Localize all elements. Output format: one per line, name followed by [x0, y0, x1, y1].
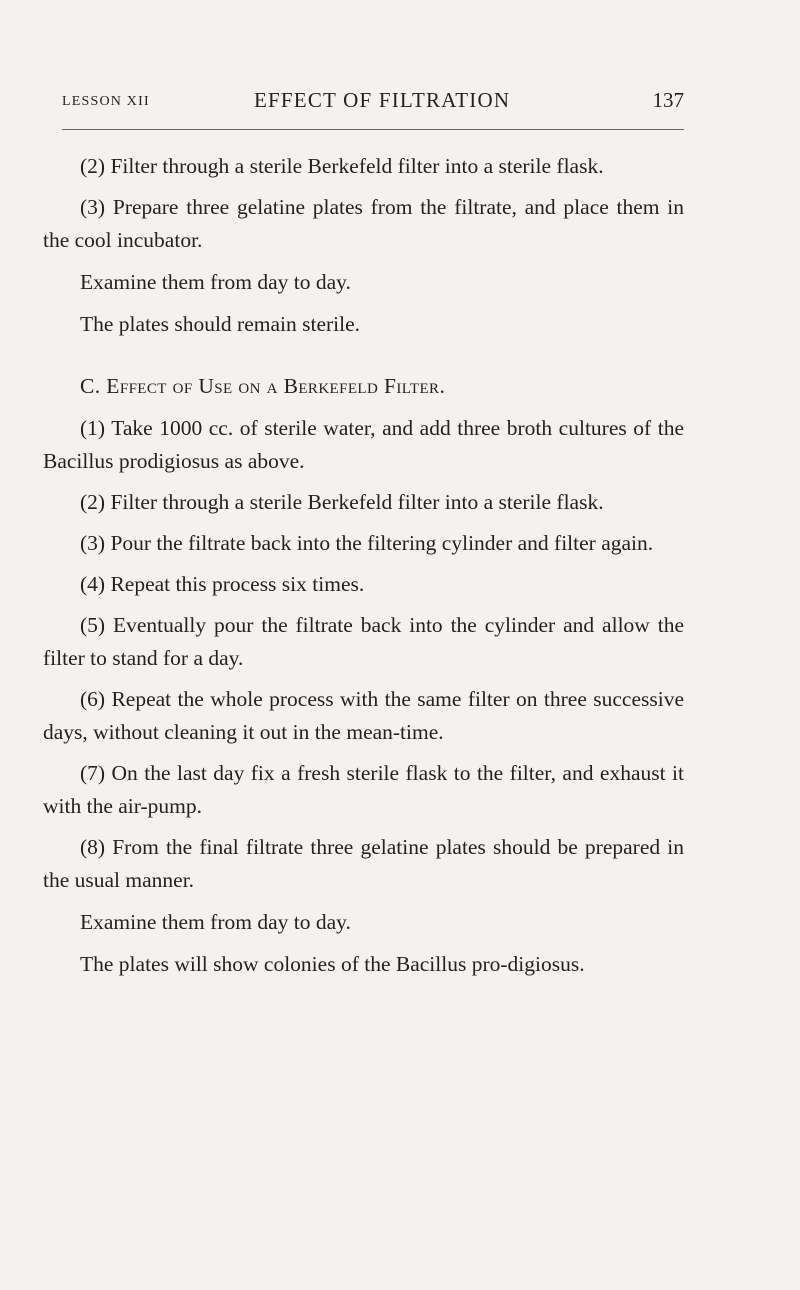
paragraph-step-3: (3) Prepare three gelatine plates from the filtrate, and place them in the cool incubator.: [43, 195, 684, 252]
running-header: [62, 88, 684, 122]
paragraph-step-2: (2) Filter through a sterile Berkefeld filter into a sterile flask.: [80, 154, 604, 178]
paragraph-examine-2: Examine them from day to day.: [80, 910, 351, 934]
section-heading: C. Effect of Use on a Berkefeld Filter.: [80, 374, 446, 398]
header-rule: [62, 129, 684, 130]
paragraph-step-4: (4) Repeat this process six times.: [80, 572, 365, 596]
paragraph-step-2b: (2) Filter through a sterile Berkefeld filter into a sterile flask.: [80, 490, 604, 514]
paragraph-step-1: (1) Take 1000 cc. of sterile water, and add three broth cultures of the Bacillus prodigiosus as above.: [43, 416, 684, 473]
paragraph-step-6: (6) Repeat the whole process with the same filter on three successive days, without cleaning it out in the mean-time.: [43, 687, 684, 744]
paragraph-final-result: The plates will show colonies of the Bacillus pro-digiosus.: [80, 952, 585, 976]
page-number: 137: [652, 88, 684, 112]
page-body: [43, 150, 684, 981]
paragraph-examine: Examine them from day to day.: [80, 270, 351, 294]
lesson-label: LESSON XII: [62, 94, 150, 109]
running-title: EFFECT OF FILTRATION: [254, 88, 511, 112]
paragraph-step-3b: (3) Pour the filtrate back into the filtering cylinder and filter again.: [80, 531, 654, 555]
paragraph-result: The plates should remain sterile.: [80, 312, 361, 336]
paragraph-step-5: (5) Eventually pour the filtrate back into the cylinder and allow the filter to stand for a day.: [43, 613, 684, 670]
paragraph-step-7: (7) On the last day fix a fresh sterile flask to the filter, and exhaust it with the air-pump.: [43, 761, 684, 818]
paragraph-step-8: (8) From the final filtrate three gelatine plates should be prepared in the usual manner.: [43, 835, 684, 892]
